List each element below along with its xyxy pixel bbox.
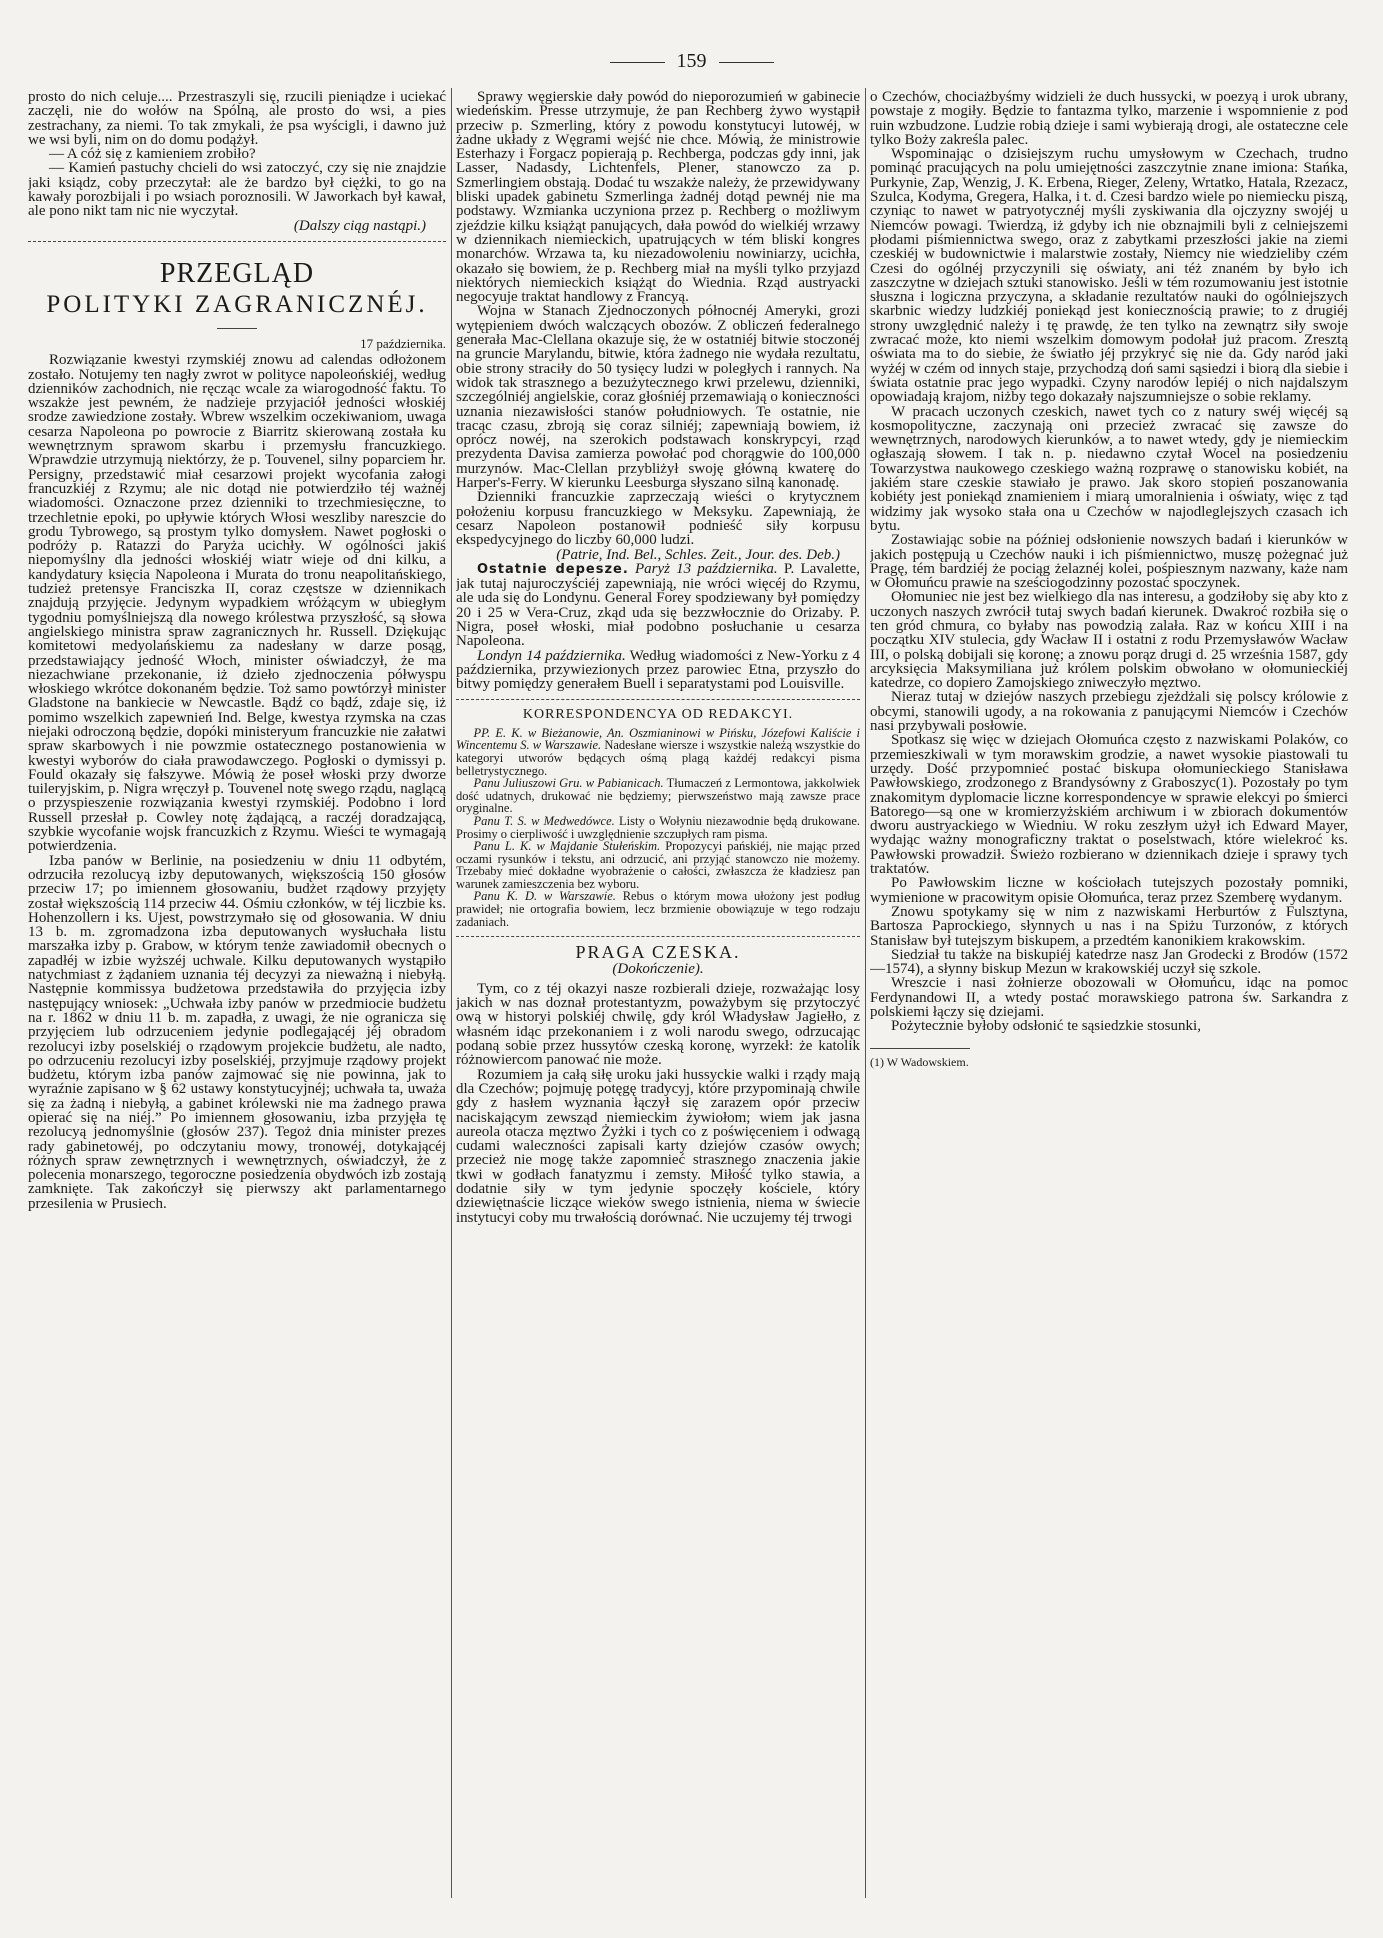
reply-text: Rebus o którym mowa ułożony jest podług prawideł; nie ortografia bowiem, lecz brzmienie obowiązuje w tego rodzaju zadaniach. [456,889,860,929]
paragraph: Rozwiązanie kwestyi rzymskiéj znowu ad calendas odłożonem zostało. Notujemy ten nagły zwrot w polityce napoleońskiéj, według dzienników zachodnich, nie ręcząc wcale za wiarogodność faktu. To wszakże jest pewném, że nadzieje przyjaciół jedności włoskiéj srodze zawiedzione zostały. Wbrew wszelkim oczekiwaniom, uwaga cesarza Napoleona po powrocie z Biarritz skierowaną została ku wewnętrznym sprawom skarbu i przemysłu francuzkiego. Wprawdzie utrzymują niektórzy, że p. Touvenel, silny poparciem hr. Persigny, przedstawić miał cesarzowi projekt wycofania załogi francuzkiéj z Rzymu; ale nic dotąd nie potwierdziło téj ważnéj wiadomości. Oznaczone przez dzienniki to trzechmiesięczne, to trzechletnie epoki, po upływie których Włosi weszliby nareszcie do grodu Tybrowego, są prostym tylko domysłem. Nawet pogłoski o podróży p. Ratazzi do Paryża ucichły. W ogólności jakiś niepomyślny dla jedności włoskiéj wiatr wieje od dni kilku, a kandydatury księcia Napoleona i Murata do tronu neapolitańskiego, tudzież pretensye Franciszka II, coraz częstsze w dziennikach znajdują przyjęcie. Jedynym wypadkiem wróżącym w ubiegłym tygodniu pomyślniejszą dla nowego królestwa przyszłość, są słowa angielskiego ministra spraw zagranicznych hr. Russell. Dziękując komitetowi medyolańskiemu za nadesłany w darze posąg, przedstawiający jedność Włoch, minister oświadczył, że ma niezachwiane przekonanie, iż dzieło zjednoczenia półwyspu włoskiego wkrótce dokonaném będzie. Toż samo powtórzył minister Gladstone na bankiecie w Newcastle. Bądź co bądź, zdaje się, iż pomimo wszelkich zapewnień Ind. Belge, kwestya rzymska na czas niejaki odroczoną będzie, dopóki ministeryum francuzkie nie załatwi spraw skarbowych i nie powzmie ostatecznego postanowienia w kwestyi wyborów do ciała prawodawczego. Pogłoski o dymissyi p. Fould okazały się fałszywe. Mówią że poseł włoski przy dworze tuileryjskim, p. Nigra wręczył p. Touvenel notę swego rządu, naglącą o przyspieszenie rozwiązania kwestyi rzymskiéj. Podobno i lord Russell przesłał p. Cowley notę żądającą, a raczéj doradzającą, szybkie wycofanie wojsk francuzkich z Rzymu. Wieści te wymagają potwierdzenia. [28,352,446,855]
divider [28,241,446,242]
paragraph: Nieraz tutaj w dziejów naszych przebiegu zjeżdżali się polscy królowie z obcymi, stanowili ugody, a na rokowania z panującymi Niemców i Czechów nasi przybywali posłowie. [870,689,1348,735]
addressee: Panu Juliuszowi Gru. w Pabianicach. [473,776,664,791]
paragraph: Wreszcie i nasi żołnierze obozowali w Ołomuńcu, idąc na pomoc Ferdynandowi II, a wtedy postać morawskiego patrona św. Sarkandra z polskiemi łączy się dziejami. [870,975,1348,1020]
column-rule [865,88,866,1898]
dispatch-paragraph [456,649,860,692]
article-subtitle: (Dokończenie). [612,960,704,977]
section-subtitle: POLITYKI ZAGRANICZNÉJ. [46,290,428,318]
correspondence-item [456,727,860,777]
correspondence-item [456,840,860,890]
addressee: Panu T. S. w Medwedówce. [473,813,615,828]
paragraph: Zostawiając sobie na później odsłonienie nowszych badań i kierunków w jakich postępują u Czechów nauki i ich piśmiennictwo, muszę pożegnać już Pragę, tém bardziéj że pociąg żelaznéj kolei, pośpiesznym nazwany, każe nam w Ołomuńcu prawie na sześciogodzinny pozostać spoczynek. [870,532,1348,592]
dispatch-paragraph [456,562,860,649]
correspondence-item [456,815,860,840]
paragraph: Izba panów w Berlinie, na posiedzeniu w dniu 11 odbytém, odrzuciła rezolucyą izby deputowanych, większością 150 głosów przeciw 17; po imiennem głosowaniu, budżet rządowy przyjęty został większością 114 przeciw 44. Ośmiu członków, w téj liczbie ks. Hohenzollern i ks. Ujest, powstrzymało się od głosowania. W dniu 13 b. m. zgromadzona izba deputowanych wysłuchała listu marszałka izby p. Grabow, w którym tenże zawiadomił obecnych o zapadłéj w izbie wyższéj uchwale. Kilku deputowanych wystąpiło natychmiast z żądaniem uznania téj decyzyi za nieważną i niebyłą. Następnie kommissya budżetowa przedstawiła do przyjęcia izby następujący wniosek: „Uchwała izby panów w przedmiocie budżetu na r. 1862 w dniu 11 b. m. zapadła, z uwagi, że nie ogranicza się przyjęciem lub odrzuceniem jedynie podlegającéj jéj obradom rezolucyi izby poselskiéj o rządowym projekcie budżetu, ale nadto, po odrzuceniu rezolucyi izby poselskiéj, przyjmuje rządowy projekt budżetu, którym izba panów zajmować się nie powinna, jak to wyraźnie zapisano w § 62 ustawy konstytucyjnéj; uchwała ta, uważa się za żadną i niebyłą, a gabinet królewski nie ma żadnego prawa opierać się na niéj.” Po imiennem głosowaniu, izba przyjęła tę rezolucyą jednomyślnie (głosów 237). Tegoż dnia minister prezes rady gabinetowéj, po odczytaniu mowy, tronowéj, dotykającéj różnych spraw zewnętrznych i wewnętrznych, oświadczył, że z polecenia monarszego, tegoroczne posiedzenia obydwóch izb zostają zamknięte. Tak zakończył się pierwszy akt parlamentarnego przesilenia w Prusiech. [28,852,446,1212]
paragraph: — Kamień pastuchy chcieli do wsi zatoczyć, czy się nie znajdzie jaki ksiądz, coby przeczytał: ale że bardzo był ciężki, to go na kawały porozbijali i po wsiach poroznosili. W Jaworkach był kawał, ale pono nikt tam nic nie wyczytał. [28,160,446,220]
sources-note: (Patrie, Ind. Bel., Schles. Zeit., Jour. des. Deb.) [556,546,840,563]
reply-text: Propozycyi pańskiéj, nie mając przed oczami rysunków i tekstu, ani odrzucić, ani przyjąć stanowczo nie możemy. Trzebaby mieć dokładne wyobrażenie o całości, zwłaszcza że kładziesz pan warunek zamieszczenia bez wyboru. [456,839,860,891]
column-2 [456,90,860,1900]
section-title: PRZEGLĄD [159,257,315,289]
footnote: (1) W Wadowskiem. [870,1048,970,1069]
divider [217,328,257,329]
dispatch-text: Według wiadomości z New-Yorku z 4 października, przywiezionych przez parowiec Etna, przyszło do bitwy pomiędzy generałem Buell i separatystami pod Louisville. [456,647,860,693]
paragraph: Wspominając o dzisiejszym ruchu umysłowym w Czechach, trudno pominąć pracujących na polu umiejętności zaszczytnie znane imiona: Stańka, Purkynie, Zap, Wenzig, J. K. Erbena, Rieger, Zeleny, Wrtatko, Hatala, Rzezacz, Szulca, Kodyma, Gregera, Halka, i t. d. Czesi bardzo wiele po niemiecku piszą, czyniąc to nawet w patryotycznéj myśli zyskiwania dla ojczyzny swojéj u Niemców powagi. Twierdzą, iż gdyby ich nie obznajmili byli z celniejszemi płodami piśmiennictwa swego, oraz z zabytkami przeszłości jakie na ziemi czeskiéj w budownictwie i malarstwie zostały, Niemcy nie wiedzieliby czém Czesi do ogólnéj przyczynili się oświaty, ani téż znaném by było ich zaszczytne w dziejach sztuki stanowisko. Jeśli w tém rozumowaniu jest istotnie słuszna i logiczna przyczyna, a składanie rezultatów nauki do ogólniejszych skarbnic wiedzy ludzkiéj poniekąd jest koniecznością prawie; to z drugiéj strony uwzględnić należy i tę prawdę, że ten tylko na zewnątrz siły swoje zwracać może, kto niemi wszelkim domowym podołał już pracom. Zresztą oświata ma to do siebie, że światło jéj przykryć się nie da. Gdy naród jaki wyżéj w czém od innych staje, przychodzą doń sami sąsiedzi i biorą dla siebie i świata ostatnie prac jego wypadki. Czyny narodów lepiéj o nich najdalszym opowiadają krajom, niżby tego dokazały najszumniejsze o sobie reklamy. [870,146,1348,406]
divider [456,699,860,700]
paragraph: Tym, co z téj okazyi nasze rozbierali dzieje, rozważając losy jakich w nas doznał protestantyzm, poważybym się przytoczyć ową w historyi polskiéj chwilę, gdy król Władysław Jagiełło, z własném idąc przekonaniem i z woli narodu swego, odrzucając podaną sobie przez hussytów czeską koronę, wyrzekł: że katolik różnowiercom panować nie może. [456,980,860,1069]
divider [456,936,860,937]
article-date: 17 października. [360,335,446,351]
column-3 [870,90,1348,1900]
addressee: Panu K. D. w Warszawie. [473,889,616,904]
dispatch-place: Paryż 13 października. [634,560,778,577]
serial-story-ending [28,90,446,233]
paragraph: Pożytecznie byłoby odsłonić te sąsiedzkie stosunki, [891,1018,1201,1035]
paragraph: Rozumiem ja całą siłę uroku jaki hussyckie walki i rządy mają dla Czechów; pojmuję potęgę tradycyj, które przypominają chwile gdy z hasłem wyznania łączył się zarazem opór przeciw naciskającym zewsząd niemieckim żywiołom; wiem jak jasna aureola otacza męztwo Żyżki i tych co z poświęceniem i odwagą cudami waleczności zapisali karty dziejów czasów owych; przecież nie mogę także zapomnieć strasznego znaczenia jakie tkwi w godłach fanatyzmu i zemsty. Miłość tylko stawia, a dodatnie siły w tym jedynie spoczęły kościele, który dziewiętnaście liczące wieków swego istnienia, niema w świecie instytucyi coby mu trwałością dorównać. Nie uczujemy téj trwogi [456,1066,860,1226]
page-number: 159 [0,50,1383,73]
paragraph: Spotkasz się więc w dziejach Ołomuńca często z nazwiskami Polaków, co przemieszkiwali w tym morawskim grodzie, a nawet wysokie piastowali tu urzędy. Dość przypomnieć postać biskupa ołomunieckiego Stanisława Pawłowskiego, zrodzonego z Brandysówny z Graboszyc(1). Pozostały po tym znakomitym dyplomacie liczne korrespondencye w sprawie elekcyi po śmierci Batorego—są one w kromierzyżskiém archiwum i w zbiorach dokumentów dworu austryackiego w Wiedniu. W roku zeszłym użył ich Edward Mayer, wydając ważny monograficzny traktat o poselstwach, które wielekroć ks. Pawłowski prowadził. Świeżo rozbierano w dziennikach dzieje i sprawy tych traktatów. [870,732,1348,878]
reply-text: Listy o Wołyniu niezawodnie będą drukowane. Prosimy o cierpliwość i uwzględnienie szczupłych ram pisma. [456,813,860,841]
article-title: PRAGA CZESKA. [575,942,741,963]
addressee: Panu L. K. w Majdanie Stułeńskim. [473,839,661,854]
addressee: PP. E. K. w Bieżanowie, An. Oszmianinowi w Pińsku, Józefowi Kaliście i Wincentemu S. w Warszawie. [456,725,860,753]
paragraph: Sprawy węgierskie dały powód do nieporozumień w gabinecie wiedeńskim. Presse utrzymuje, że pan Rechberg żywo wystąpił przeciw p. Szmerling, który z powodu konstytucyi lutowéj, w żadne układy z Węgrami wejść nie chce. Mówią, że ministrowie Esterhazy i Forgacz popierają p. Rechberga, podczas gdy inni, jak Lasser, Nadasdy, Lichtenfels, Plener, stanowczo za p. Szmerlingiem obstają. Dodać tu wszakże należy, że przewidywany bliski upadek gabinetu Szmerlinga żadnéj dotąd pewnéj nie ma podstawy. Wzmianka uczyniona przez p. Rechberg o możliwym zjeździe kilku książąt panujących, dała powód do wielkiéj wrzawy w dziennikach niemieckich, upatrujących w tém bliski kongres monarchów. Wrzawa ta, ku niezadowoleniu nowiniarzy, ucichła, okazało się bowiem, że p. Rechberg miał na myśli tylko przyjazd niektórych niemieckich książąt do Wiednia. Rząd austryacki negocyuje traktat handlowy z Francyą. [456,90,860,306]
correspondence-title: KORRESPONDENCYA OD REDAKCYI. [522,707,794,723]
dispatch-label: Ostatnie depesze. [477,561,629,577]
paragraph: W pracach uczonych czeskich, nawet tych co z natury swéj więcéj są kosmopolityczne, zaczynają oni przecież zwracać się zawsze do wewnętrznych, narodowych kierunków, a to nawet wtedy, gdy je niemieckim ogłaszają słowem. I tak n. p. niedawno czytał Wocel na posiedzeniu Towarzystwa naukowego czeskiego ważną rozprawę o stanowisku kobiét, na jakiém stare czeskie stawiało je prawo. Jak skoro stopień poszanowania kobiéty jest poniekąd znamieniem i miarą umoralnienia i oświaty, więc z tąd widzimy jak wysoko stała ona u Czechów w najodleglejszych czasach ich bytu. [870,403,1348,534]
correspondence-item [456,890,860,928]
column-1 [28,90,446,1900]
correspondence-item [456,777,860,815]
paragraph: — A cóż się z kamieniem zrobiło? [49,146,256,163]
correspondence-list [456,727,860,929]
paragraph: Siedział tu także na biskupiéj katedrze nasz Jan Grodecki z Brodów (1572—1574), a słynny biskup Mezun w krakowskiéj uczył się szkole. [870,946,1348,978]
dispatch-text: P. Lavalette, jak tutaj najuroczyściéj zapewniają, nie wróci więcéj do Rzymu, ale uda się do Londynu. General Forey spodziewany był pomiędzy 20 i 25 w Vera-Cruz, zkąd uda się bezzwłocznie do Orizaby. P. Nigra, poseł włoski, miał podobno posłuchanie u cesarza Napoleona. [456,560,860,650]
dispatch-place: Londyn 14 października. [477,647,626,664]
paragraph: Dzienniki francuzkie zaprzeczają wieści o krytycznem położeniu korpusu francuzkiego w Meksyku. Zapewniają, że cesarz Napoleon postanowił podnieść siły korpusu ekspedycyjnego do liczby 60,000 ludzi. [456,489,860,549]
column-rule [451,88,452,1898]
paragraph: Wojna w Stanach Zjednoczonych północnéj Ameryki, grozi wytępieniem dwóch walczących obozów. Z obliczeń federalnego generała Mac-Clellana okazuje się, że w ostatniéj bitwie stoczonéj na gruncie Marylandu, bitwie, która żadnego nie wydała rezultatu, obie strony straciły do 50 tysięcy ludzi w poległych i rannych. Na widok tak strasznego a bezużytecznego krwi przelewu, dzienniki, szczególniéj angielskie, coraz głośniéj przemawiają o konieczności uznania niezawisłości stanów południowych. Te ostatnie, nie tracąc czasu, zbroją się coraz silniéj; zapewniają bowiem, iż oprócz nowéj, na szerokich podstawach konskrypcyi, rząd prezydenta Davisa zamierza powołać pod chorągwie do 100,000 murzynów. Mac-Clellan przybliżył swoję główną kwaterę do Harper's-Ferry. W kierunku Leesburga słyszano silną kanonadę. [456,303,860,492]
reply-text: Tłumaczeń z Lermontowa, jakkolwiek dość udatnych, drukować nie będziemy; pierwszeństwo mają zawsze prace oryginalne. [456,776,860,816]
paragraph: Po Pawłowskim liczne w kościołach tutejszych pozostały pomniki, wymienione w pracowitym opisie Ołomuńca, teraz przez Szemberę wydanym. [870,875,1348,906]
paragraph: o Czechów, chociażbyśmy widzieli że duch hussycki, w poezyą i urok ubrany, powstaje z mogiły. Będzie to fantazma tylko, marzenie i wspomnienie z pod ruin wzbudzone. Ludzie robią dzieje i sami wybierają drogi, ale ostateczne cele tylko Boży zakreśla palec. [870,90,1348,148]
continued-note: (Dalszy ciąg nastąpi.) [293,217,426,234]
paragraph: Znowu spotykamy się w nim z nazwiskami Herburtów z Fulsztyna, Bartosza Paprockiego, słynnych u nas i na Spiżu Turzonów, z których Stanisław był tutejszym biskupem, a przedtém kanonikiem krakowskim. [870,903,1348,949]
reply-text: Nadesłane wiersze i wszystkie należą wszystkie do kategoryi utworów będących ośmą plagą każdéj redakcyi pisma belletrystycznego. [456,738,860,778]
paragraph: Ołomuniec nie jest bez wielkiego dla nas interesu, a godziłoby się aby kto z uczonych naszych zwrócił tutaj swych badań kierunek. Dwakroć rozbiła się o ten gród chmura, co byłaby nas powodzią zalała. Raz w końcu XIII i na początku XIV stulecia, gdy Wacław II i ostatni z rodu Przemysławów Wacław III, o polską dobijali się koronę; a znowu porąz drugi d. 25 września 1587, gdy arcyksięcia Maksymiliana już królem polskim obwołano w ołomunieckiéj katedrze, co dopiero Zamojskiego zniweczyło męztwo. [870,589,1348,692]
paragraph: prosto do nich celuje.... Przestraszyli się, rzucili pieniądze i uciekać zaczęli, nie do wołów na Spólną, ale prosto do wsi, a pies zestrachany, za niemi. To tak zmykali, że psa wyścigli, i dawno już we wsi byli, nim on do domu podążył. [28,90,446,148]
